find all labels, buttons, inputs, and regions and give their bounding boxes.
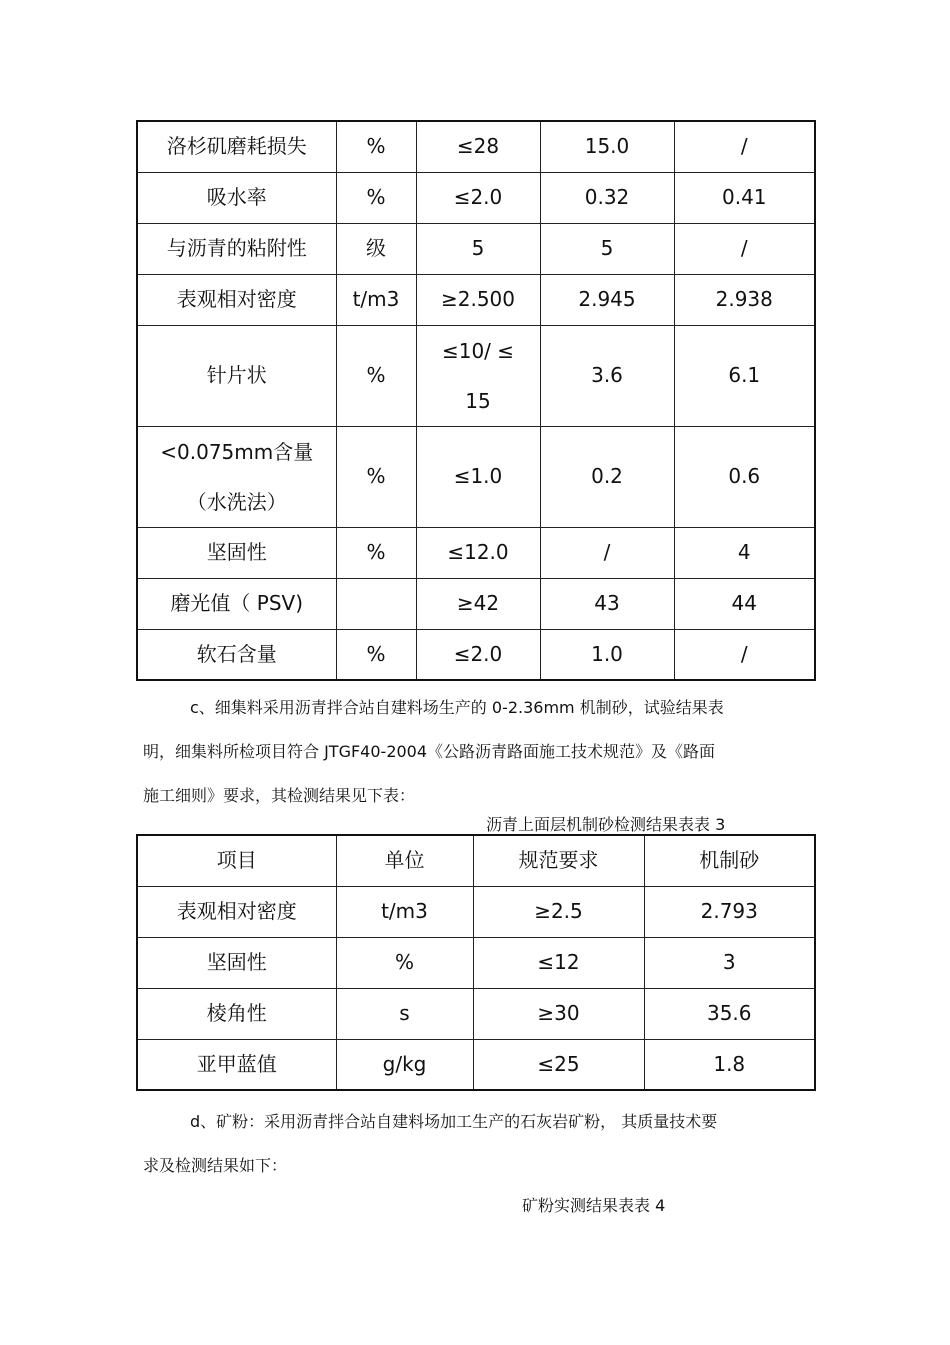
result-cell-2: 0.6 [674,426,815,527]
unit-cell: t/m3 [336,274,416,325]
result-cell-2: / [674,121,815,172]
item-name: 棱角性 [137,988,336,1039]
result-cell-2: 6.1 [674,325,815,426]
spec-cell: ≥42 [416,578,540,629]
spec-cell: ≥30 [473,988,644,1039]
spec-cell: ≤25 [473,1039,644,1090]
result-cell: 2.793 [644,886,815,937]
header-sand: 机制砂 [644,835,815,886]
item-name: 坚固性 [137,527,336,578]
item-name: 磨光值（ PSV) [137,578,336,629]
paragraph-d-line-1: d、矿粉：采用沥青拌合站自建料场加工生产的石灰岩矿粉， 其质量技术要 [190,1112,718,1131]
item-name: 表观相对密度 [137,274,336,325]
item-name: 软石含量 [137,629,336,680]
unit-cell: g/kg [336,1039,473,1090]
table-row [137,527,815,578]
spec-cell: ≤28 [416,121,540,172]
spec-cell: ≤12.0 [416,527,540,578]
result-cell-1: 0.32 [540,172,674,223]
result-cell-1: 0.2 [540,426,674,527]
spec-cell: 5 [416,223,540,274]
unit-cell: s [336,988,473,1039]
unit-cell: % [336,325,416,426]
spec-cell: ≤2.0 [416,172,540,223]
table-row [137,629,815,680]
item-name: 表观相对密度 [137,886,336,937]
unit-cell: 级 [336,223,416,274]
unit-cell: % [336,426,416,527]
spec-cell: ≤10/ ≤ 15 [416,325,540,426]
coarse-aggregate-table [136,120,816,681]
table-header-row [137,835,815,886]
header-unit: 单位 [336,835,473,886]
unit-cell: % [336,629,416,680]
item-name: 针片状 [137,325,336,426]
header-spec: 规范要求 [473,835,644,886]
table-row [137,578,815,629]
unit-cell: % [336,121,416,172]
result-cell-1: 1.0 [540,629,674,680]
table-3-caption: 沥青上面层机制砂检测结果表表 3 [486,815,726,834]
spec-cell: ≤1.0 [416,426,540,527]
table-row [137,121,815,172]
table-row [137,426,815,527]
unit-cell [336,578,416,629]
spec-cell: ≤12 [473,937,644,988]
result-cell: 1.8 [644,1039,815,1090]
result-cell-2: 2.938 [674,274,815,325]
result-cell-2: 4 [674,527,815,578]
item-name: 吸水率 [137,172,336,223]
table-row [137,172,815,223]
paragraph-c-line-2: 明，细集料所检项目符合 JTGF40-2004《公路沥青路面施工技术规范》及《路面 [143,742,716,761]
manufactured-sand-table [136,834,816,1091]
result-cell-1: / [540,527,674,578]
table-row [137,325,815,426]
spec-cell: ≥2.5 [473,886,644,937]
item-name: 洛杉矶磨耗损失 [137,121,336,172]
result-cell-1: 2.945 [540,274,674,325]
result-cell-1: 43 [540,578,674,629]
table-4-caption: 矿粉实测结果表表 4 [522,1196,666,1215]
paragraph-c-line-1: c、细集料采用沥青拌合站自建料场生产的 0-2.36mm 机制砂，试验结果表 [190,698,724,717]
paragraph-d-line-2: 求及检测结果如下： [143,1156,288,1175]
result-cell-1: 3.6 [540,325,674,426]
result-cell-1: 5 [540,223,674,274]
result-cell-2: / [674,223,815,274]
paragraph-c-line-3: 施工细则》要求，其检测结果见下表： [143,786,416,805]
unit-cell: % [336,937,473,988]
table-row [137,886,815,937]
table-row [137,223,815,274]
table-row [137,937,815,988]
table-row [137,274,815,325]
item-name: <0.075mm含量（水洗法） [137,426,336,527]
item-name: 亚甲蓝值 [137,1039,336,1090]
unit-cell: t/m3 [336,886,473,937]
result-cell-2: 0.41 [674,172,815,223]
spec-cell: ≤2.0 [416,629,540,680]
table-row [137,1039,815,1090]
unit-cell: % [336,172,416,223]
item-name: 与沥青的粘附性 [137,223,336,274]
result-cell-2: / [674,629,815,680]
result-cell: 3 [644,937,815,988]
unit-cell: % [336,527,416,578]
result-cell-2: 44 [674,578,815,629]
header-item: 项目 [137,835,336,886]
table-row [137,988,815,1039]
result-cell: 35.6 [644,988,815,1039]
result-cell-1: 15.0 [540,121,674,172]
item-name: 坚固性 [137,937,336,988]
spec-cell: ≥2.500 [416,274,540,325]
